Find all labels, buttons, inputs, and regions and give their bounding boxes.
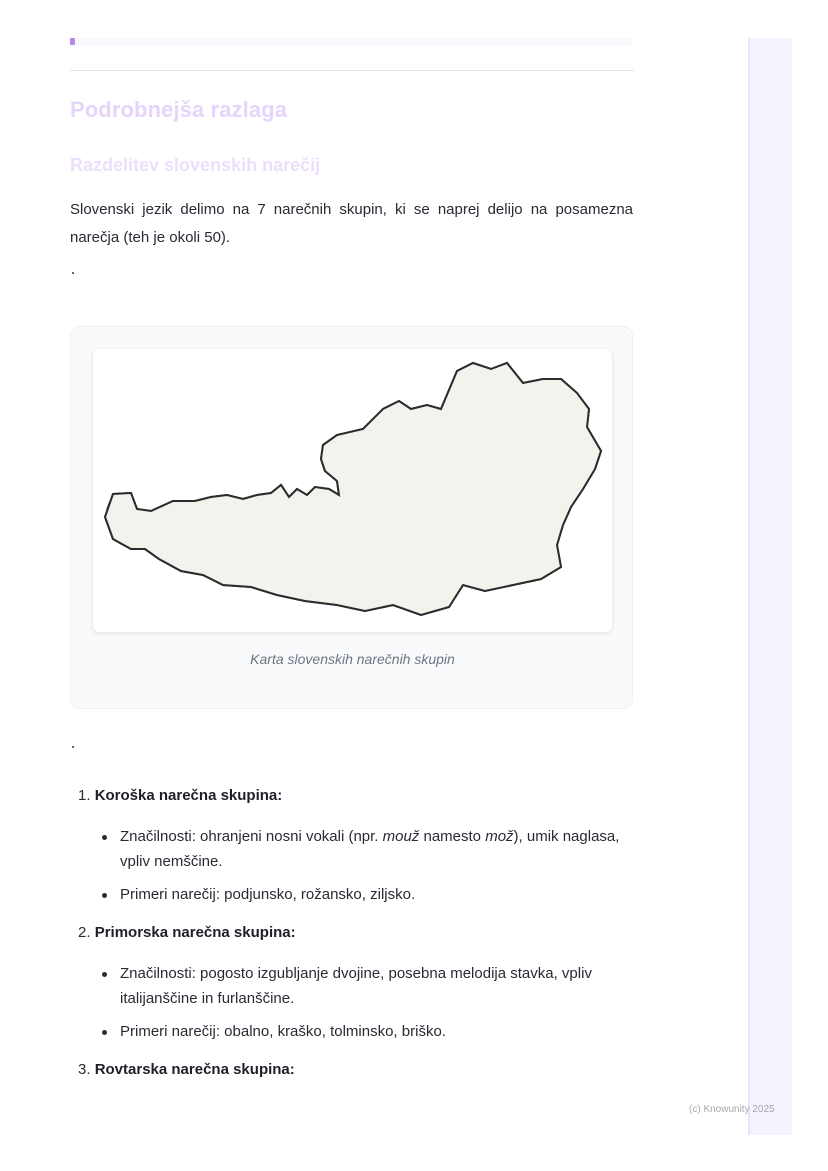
section-heading: Podrobnejša razlaga <box>70 97 288 122</box>
bullet-dot-icon <box>102 893 107 898</box>
figure-caption: Karta slovenskih narečnih skupin <box>250 651 455 667</box>
dialect-group-heading <box>78 785 638 807</box>
bullet-list <box>78 824 638 907</box>
map-svg <box>93 349 612 632</box>
dialect-group-item <box>78 785 638 907</box>
list-number: 2. <box>78 924 91 941</box>
example-word: mož <box>485 828 514 845</box>
bullet-item <box>78 824 638 874</box>
dialect-group-item <box>78 922 638 1044</box>
bullet-dot-icon <box>102 835 107 840</box>
top-divider <box>70 70 634 71</box>
list-number: 3. <box>78 1061 91 1078</box>
dialect-group-title: Koroška narečna skupina: <box>94 787 283 804</box>
dialect-group-heading <box>78 922 638 944</box>
stray-mark <box>72 746 74 748</box>
intro-paragraph: Slovenski jezik delimo na 7 narečnih skupin, ki se naprej delijo na posamezna narečja (teh je okoli 50). <box>70 201 633 246</box>
footer-copyright: (c) Knowunity 2025 <box>689 1104 775 1115</box>
dialect-group-list <box>78 785 638 1093</box>
subsection-heading: Razdelitev slovenskih narečij <box>70 155 321 175</box>
top-accent-bar <box>70 38 633 46</box>
bullet-list <box>78 961 638 1044</box>
bullet-item <box>78 1019 638 1044</box>
bullet-item <box>78 882 638 907</box>
dialect-group-title: Rovtarska narečna skupina: <box>94 1061 295 1078</box>
bullet-text: Značilnosti: pogosto izgubljanje dvojine, posebna melodija stavka, vpliv italijanščine in furlanščine. <box>120 965 592 1007</box>
example-word: mouž <box>382 828 420 845</box>
bullet-dot-icon <box>102 1030 107 1035</box>
bullet-item <box>78 961 638 1011</box>
dialect-group-title: Primorska narečna skupina: <box>94 924 296 941</box>
bullet-dot-icon <box>102 972 107 977</box>
list-number: 1. <box>78 787 91 804</box>
bullet-text: Značilnosti: ohranjeni nosni vokali (npr. <box>120 828 383 845</box>
stray-mark <box>72 272 74 274</box>
bullet-text: Primeri narečij: podjunsko, rožansko, ziljsko. <box>120 886 416 903</box>
dialect-map <box>93 349 612 632</box>
figure-card <box>70 326 633 709</box>
bullet-text: Primeri narečij: obalno, kraško, tolminsko, briško. <box>120 1023 446 1040</box>
bullet-text: ), umik naglasa, vpliv nemščine. <box>120 828 620 870</box>
bullet-text: namesto <box>419 828 486 845</box>
dialect-group-heading <box>78 1059 638 1081</box>
dialect-group-item <box>78 1059 638 1093</box>
top-accent-marker <box>70 38 75 45</box>
sidebar-divider <box>748 38 750 1135</box>
right-sidebar-panel <box>748 38 792 1135</box>
